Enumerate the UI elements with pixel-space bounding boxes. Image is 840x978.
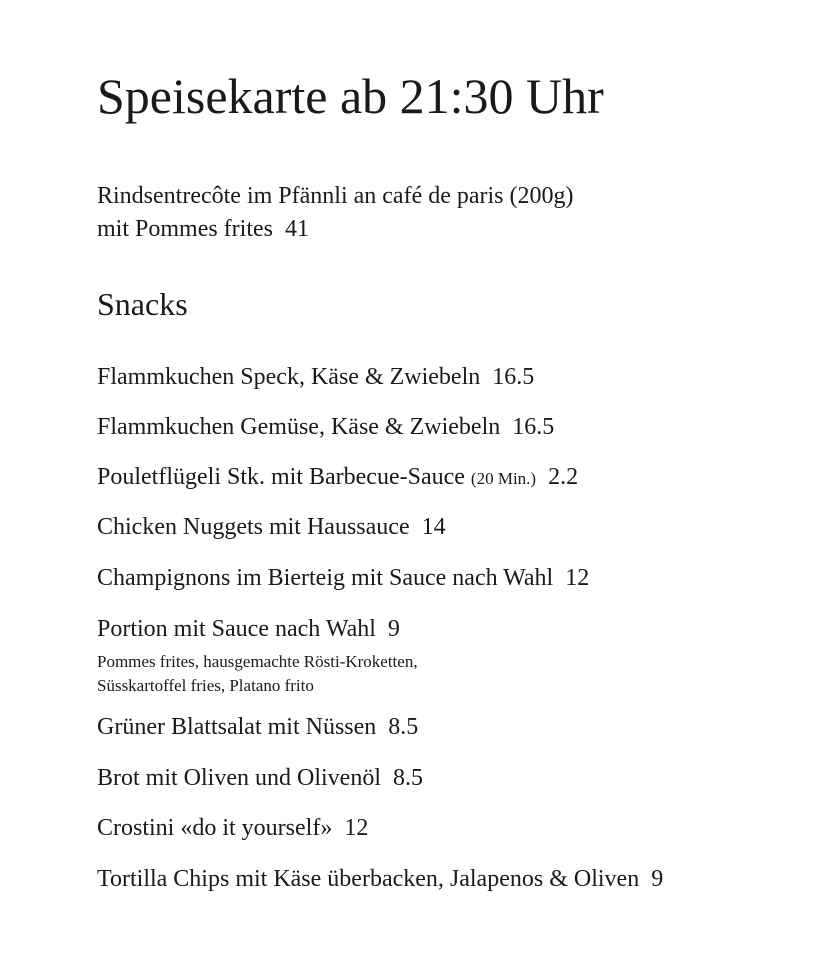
special-dish-side: mit Pommes frites: [97, 216, 273, 242]
menu-item-name: Champignons im Bierteig mit Sauce nach Wahl: [97, 565, 554, 591]
special-dish: [97, 180, 574, 246]
section-title-snacks: Snacks: [97, 286, 188, 322]
menu-item-options: [97, 650, 418, 698]
menu-item-price: 9: [387, 616, 400, 642]
menu-item-price: 12: [344, 815, 369, 841]
menu-item-price: 16.5: [492, 364, 535, 390]
page-title: Speisekarte ab 21:30 Uhr: [97, 68, 604, 124]
menu-item-price: 16.5: [512, 414, 555, 440]
menu-item: [97, 864, 663, 894]
menu-item: [97, 813, 368, 843]
menu-item-options-line: Süsskartoffel fries, Platano frito: [97, 676, 314, 695]
menu-item-name: Brot mit Oliven und Olivenöl: [97, 765, 381, 791]
menu-item-name: Flammkuchen Speck, Käse & Zwiebeln: [97, 364, 481, 390]
menu-item: [97, 563, 589, 593]
menu-item: [97, 462, 578, 494]
menu-item-price: 12: [565, 565, 590, 591]
special-dish-name: Rindsentrecôte im Pfännli an café de paris (200g): [97, 183, 574, 209]
menu-item-price: 9: [651, 866, 664, 892]
menu-item-name: Chicken Nuggets mit Haussauce: [97, 514, 410, 540]
menu-item: [97, 763, 423, 793]
menu-item: [97, 362, 534, 392]
menu-item-name: Portion mit Sauce nach Wahl: [97, 616, 376, 642]
menu-item: [97, 512, 446, 542]
menu-item-name: Flammkuchen Gemüse, Käse & Zwiebeln: [97, 414, 501, 440]
special-dish-side-line: [97, 213, 574, 246]
menu-item-name: Crostini «do it yourself»: [97, 815, 333, 841]
menu-item: [97, 614, 400, 644]
menu-item-name: Tortilla Chips mit Käse überbacken, Jalapenos & Oliven: [97, 866, 640, 892]
menu-item-price: 8.5: [388, 714, 419, 740]
menu-item-name: Pouletflügeli Stk. mit Barbecue-Sauce: [97, 464, 465, 490]
menu-item-price: 2.2: [548, 464, 579, 490]
menu-item-note: (20 Min.): [470, 469, 537, 488]
menu-item-price: 14: [421, 514, 446, 540]
special-dish-price: 41: [285, 216, 309, 242]
menu-item-name: Grüner Blattsalat mit Nüssen: [97, 714, 377, 740]
menu-item-options-line: Pommes frites, hausgemachte Rösti-Kroketten,: [97, 652, 418, 671]
menu-item-price: 8.5: [392, 765, 423, 791]
menu-item: [97, 412, 554, 442]
menu-item: [97, 712, 418, 742]
